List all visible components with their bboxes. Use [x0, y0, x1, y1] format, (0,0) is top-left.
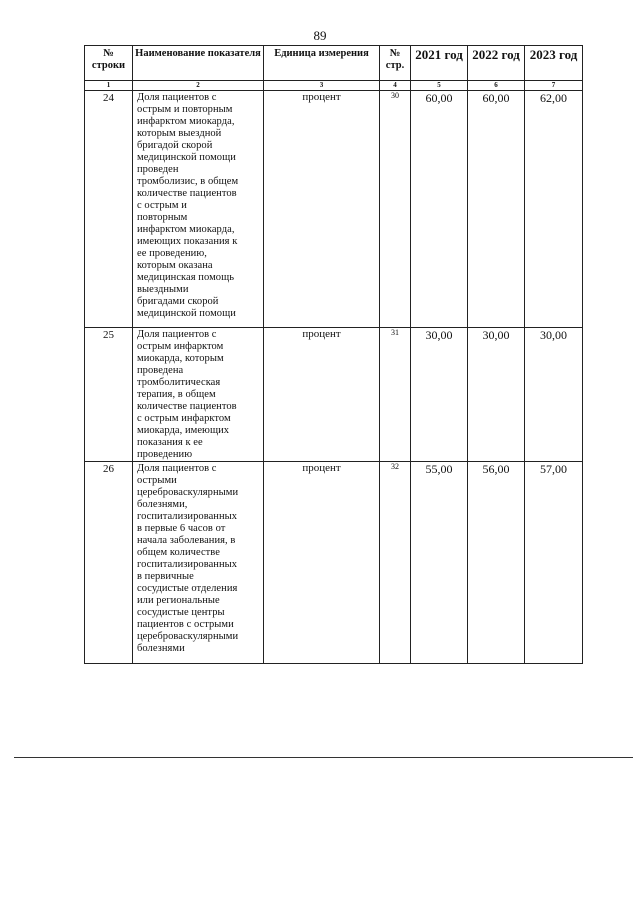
row-number: 24 [85, 91, 133, 328]
indicator-name-line: острым и повторным [137, 104, 233, 115]
indicator-name-line: болезнями [137, 643, 185, 654]
column-number: 1 [85, 81, 133, 91]
value-2022: 30,00 [468, 328, 525, 462]
header-year-2023: 2023 год [525, 46, 583, 81]
value-2023: 57,00 [525, 462, 583, 664]
value-2023: 62,00 [525, 91, 583, 328]
value-2021: 30,00 [411, 328, 468, 462]
indicator-name-line: цереброваскулярными [137, 487, 239, 498]
indicator-name-line: проведена [137, 365, 184, 376]
indicator-name-line: общем количестве [137, 547, 220, 558]
indicators-table [84, 45, 583, 664]
header-unit: Единица измерения [264, 46, 380, 81]
indicator-name-line: терапия, в общем [137, 389, 216, 400]
column-number: 3 [264, 81, 380, 91]
indicator-name-line: в первые 6 часов от [137, 523, 226, 534]
indicator-name-line: с острым и [137, 200, 187, 211]
table-row [85, 91, 583, 328]
indicator-name-line: сосудистые отделения [137, 583, 238, 594]
header-year-2021: 2021 год [411, 46, 468, 81]
indicator-name-line: выездными [137, 284, 189, 295]
indicator-name-line: острым инфарктом [137, 341, 224, 352]
indicator-name-line: которым оказана [137, 260, 213, 271]
str-number: 32 [380, 462, 411, 664]
indicator-name-line: инфарктом миокарда, [137, 116, 235, 127]
unit-of-measure: процент [264, 91, 380, 328]
indicator-name-line: госпитализированных [137, 559, 238, 570]
str-number: 30 [380, 91, 411, 328]
table-body [85, 91, 583, 664]
value-2021: 55,00 [411, 462, 468, 664]
indicator-name-line: показания к ее [137, 437, 203, 448]
indicator-name-line: количестве пациентов [137, 188, 237, 199]
indicator-name-line: тромболитическая [137, 377, 221, 388]
header-year-2022: 2022 год [468, 46, 525, 81]
indicator-name-line: Доля пациентов с [137, 329, 217, 340]
indicator-name-line: бригадой скорой [137, 140, 213, 151]
indicator-name-line: инфарктом миокарда, [137, 224, 235, 235]
indicator-name [133, 91, 264, 328]
row-number: 26 [85, 462, 133, 664]
indicator-name-line: Доля пациентов с [137, 92, 217, 103]
indicator-name [133, 328, 264, 462]
column-number: 2 [133, 81, 264, 91]
str-number: 31 [380, 328, 411, 462]
indicator-name-line: бригадами скорой [137, 296, 219, 307]
indicator-name-line: медицинская помощь [137, 272, 235, 283]
indicator-name-line: цереброваскулярными [137, 631, 239, 642]
indicator-name-line: проведению [137, 449, 193, 460]
table-row [85, 328, 583, 462]
indicator-name-line: острыми [137, 475, 177, 486]
indicator-name-line: Доля пациентов с [137, 463, 217, 474]
indicator-name-line: с острым инфарктом [137, 413, 231, 424]
header-row [85, 46, 583, 81]
indicator-name-line: тромболизис, в общем [137, 176, 239, 187]
header-row-no: № строки [85, 46, 133, 81]
column-number-row [85, 81, 583, 91]
indicator-name-line: медицинской помощи [137, 152, 236, 163]
indicator-name-line: медицинской помощи [137, 308, 236, 319]
indicator-name-line: миокарда, имеющих [137, 425, 230, 436]
indicator-name-line: или региональные [137, 595, 220, 606]
column-number: 5 [411, 81, 468, 91]
table-row [85, 462, 583, 664]
indicator-name-line: количестве пациентов [137, 401, 237, 412]
unit-of-measure: процент [264, 328, 380, 462]
indicator-name-line: имеющих показания к [137, 236, 238, 247]
indicator-name-line: болезнями, [137, 499, 188, 510]
indicator-name-line: повторным [137, 212, 188, 223]
indicator-name-line: ее проведению, [137, 248, 207, 259]
value-2022: 60,00 [468, 91, 525, 328]
indicator-name-line: начала заболевания, в [137, 535, 236, 546]
indicator-name-line: госпитализированных [137, 511, 238, 522]
indicator-name-line: пациентов с острыми [137, 619, 234, 630]
value-2023: 30,00 [525, 328, 583, 462]
column-number: 7 [525, 81, 583, 91]
indicator-name-line: которым выездной [137, 128, 222, 139]
indicator-name-line: сосудистые центры [137, 607, 225, 618]
indicator-name-line: в первичные [137, 571, 194, 582]
value-2021: 60,00 [411, 91, 468, 328]
unit-of-measure: процент [264, 462, 380, 664]
column-number: 4 [380, 81, 411, 91]
row-number: 25 [85, 328, 133, 462]
indicator-name-line: проведен [137, 164, 179, 175]
column-number: 6 [468, 81, 525, 91]
indicator-name [133, 462, 264, 664]
value-2022: 56,00 [468, 462, 525, 664]
indicator-name-line: миокарда, которым [137, 353, 224, 364]
header-name: Наименование показателя [133, 46, 264, 81]
page-number: 89 [313, 28, 327, 43]
bottom-divider [14, 757, 633, 758]
header-str-no: № стр. [380, 46, 411, 81]
